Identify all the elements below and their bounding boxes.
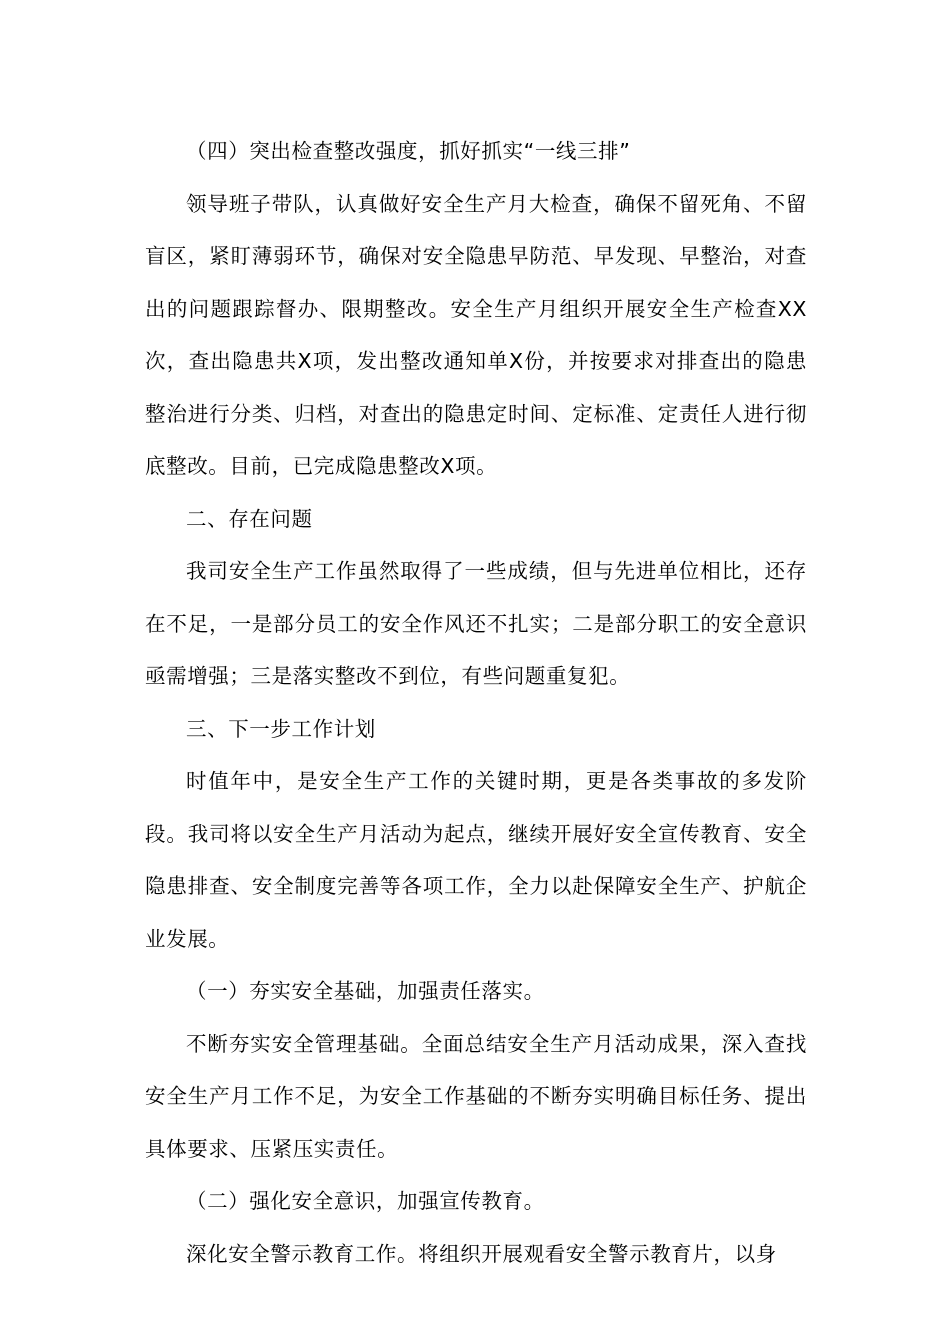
paragraph-inspection: 领导班子带队，认真做好安全生产月大检查，确保不留死角、不留盲区，紧盯薄弱环节，确保对安全隐患早防范、早发现、早整治，对查出的问题跟踪督办、限期整改。安全生产月组织开展安全生产检查XX次，查出隐患共X项，发出整改通知单X份，并按要求对排查出的隐患整治进行分类、归档，对查出的隐患定时间、定标准、定责任人进行彻底整改。目前，已完成隐患整改X项。 (145, 191, 807, 478)
paragraph-awareness: 深化安全警示教育工作。将组织开展观看安全警示教育片，以身 (186, 1241, 777, 1266)
subheading-foundation: （一）夯实安全基础，加强责任落实。 (186, 979, 545, 1003)
document-body (145, 125, 807, 1280)
paragraph-foundation: 不断夯实安全管理基础。全面总结安全生产月活动成果，深入查找安全生产月工作不足，为安全工作基础的不断夯实明确目标任务、提出具体要求、压紧压实责任。 (145, 1031, 807, 1161)
section-heading-problems: 二、存在问题 (186, 506, 313, 531)
section-heading-4: （四）突出检查整改强度，抓好抓实“一线三排” (186, 139, 631, 163)
subheading-awareness: （二）强化安全意识，加强宣传教育。 (186, 1189, 545, 1213)
paragraph-next-steps: 时值年中，是安全生产工作的关键时期，更是各类事故的多发阶段。我司将以安全生产月活动为起点，继续开展好安全宣传教育、安全隐患排查、安全制度完善等各项工作，全力以赴保障安全生产、护航企业发展。 (145, 769, 807, 951)
section-heading-next-steps: 三、下一步工作计划 (186, 716, 376, 741)
paragraph-problems: 我司安全生产工作虽然取得了一些成绩，但与先进单位相比，还存在不足，一是部分员工的安全作风还不扎实；二是部分职工的安全意识亟需增强；三是落实整改不到位，有些问题重复犯。 (145, 559, 807, 688)
